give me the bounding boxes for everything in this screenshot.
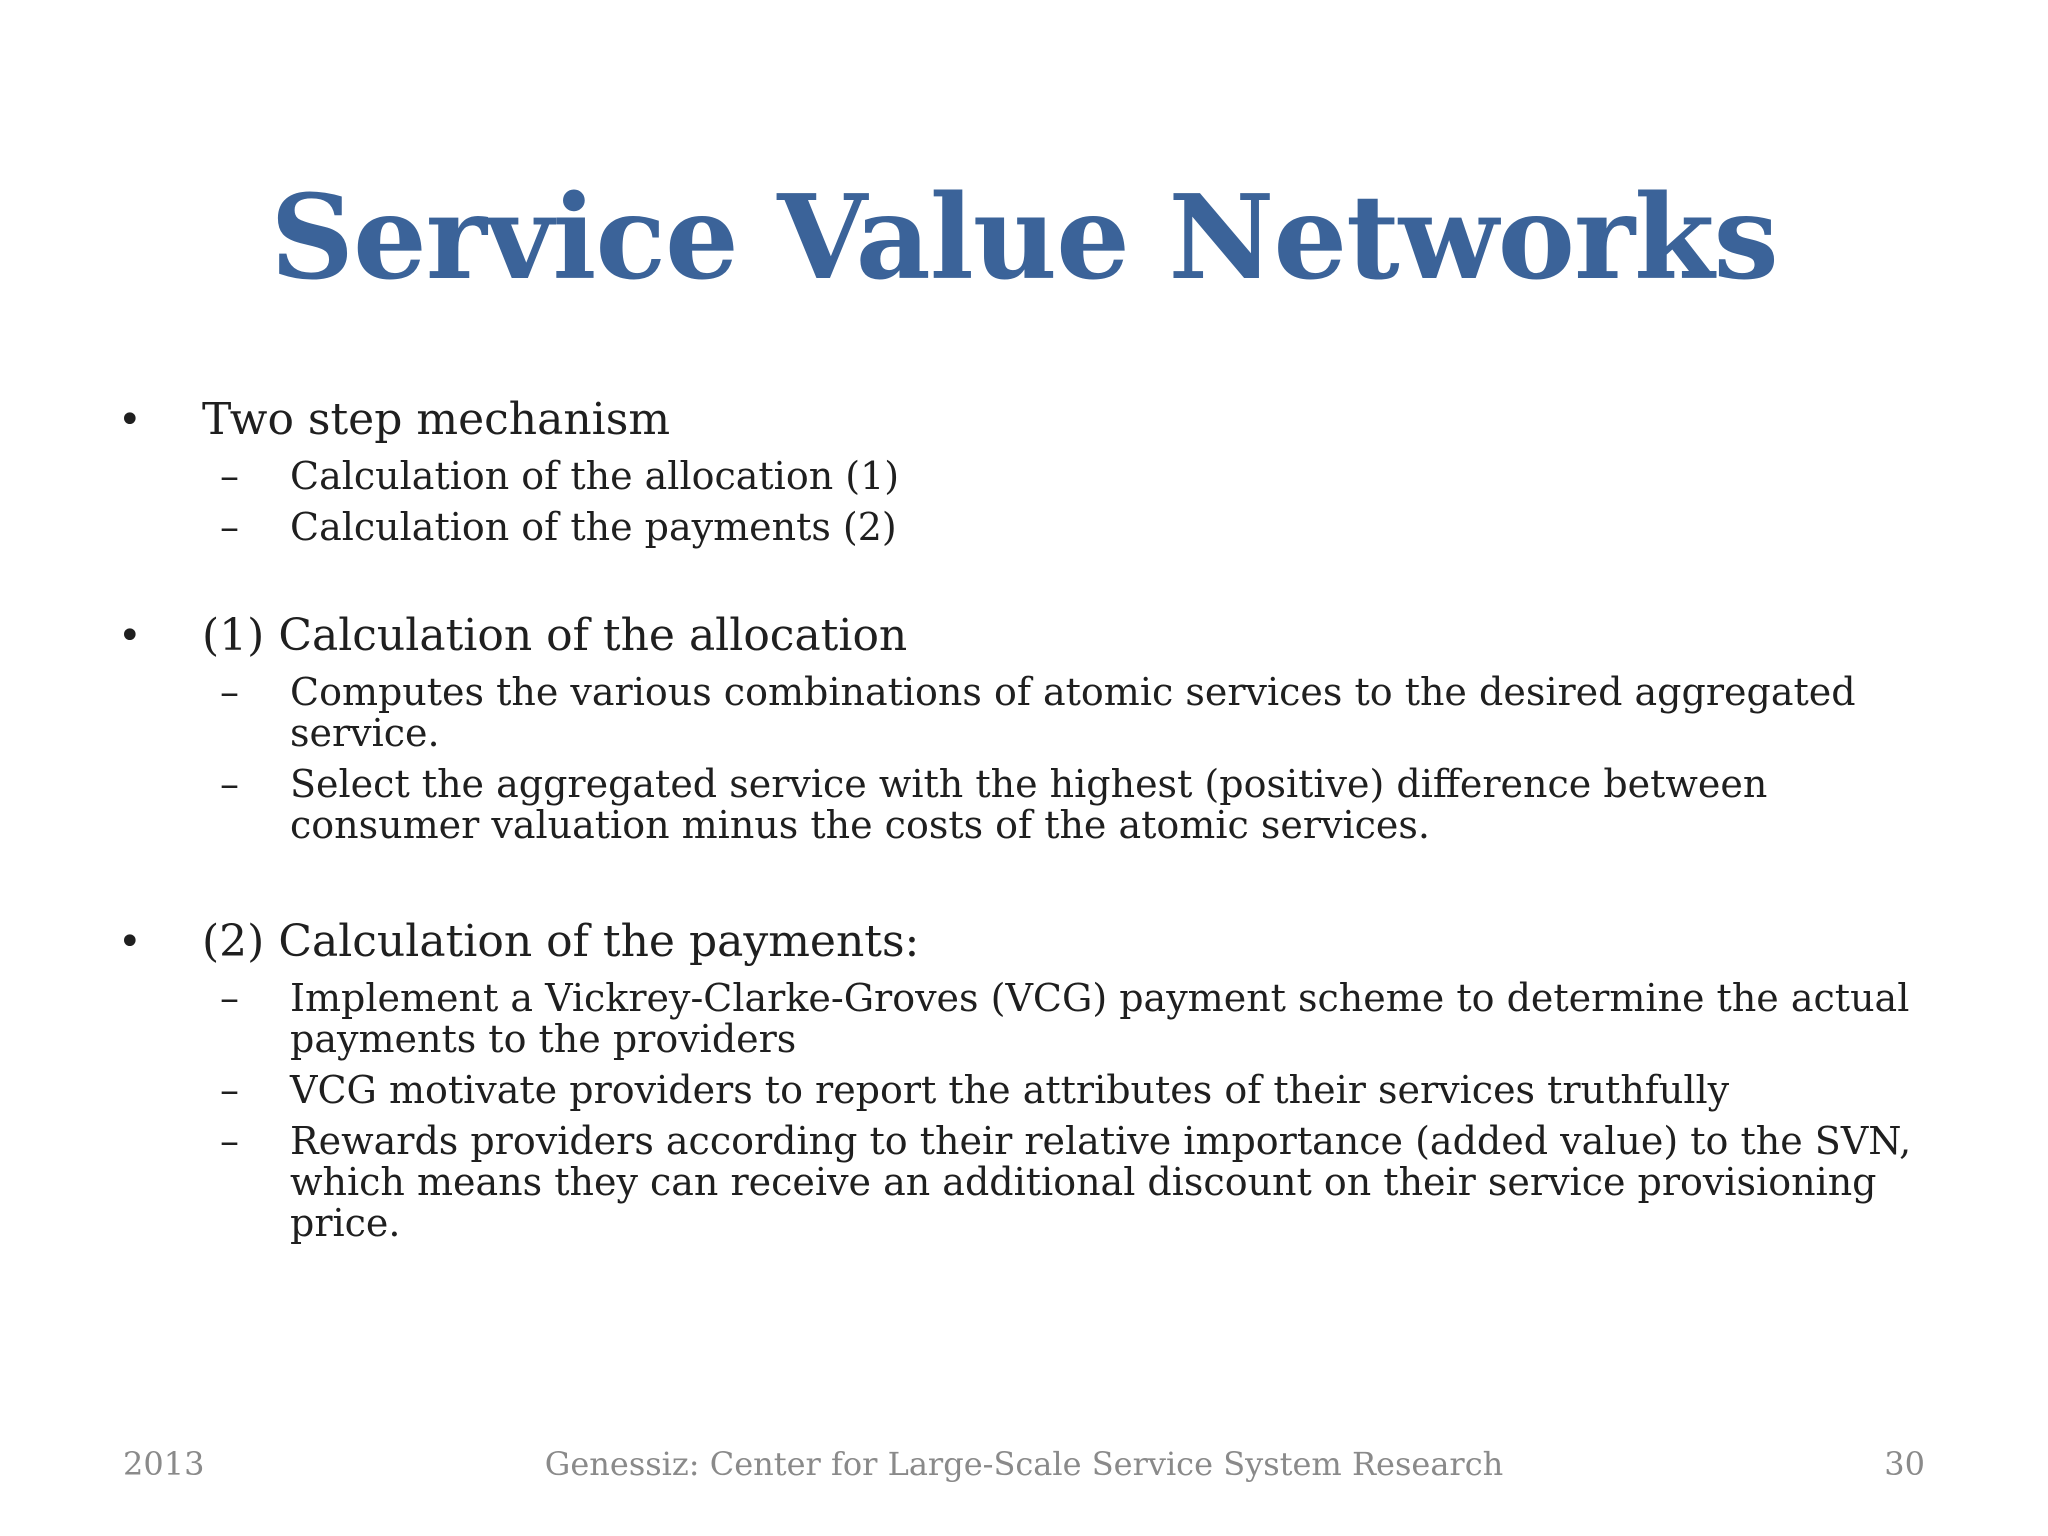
slide-content (118, 390, 1958, 1244)
sub-bullet-list (118, 978, 1958, 1244)
sub-bullet-item (118, 1070, 1958, 1111)
sub-bullet-item (118, 1121, 1958, 1244)
bullet-text: (1) Calculation of the allocation (202, 610, 908, 661)
slide-title: Service Value Networks (270, 170, 1778, 306)
dash-icon: – (220, 1119, 239, 1163)
bullet-item (118, 912, 1958, 1244)
bullet-item (118, 606, 1958, 846)
sub-bullet-text: Rewards providers according to their relative importance (added value) to the SVN, which means they can receive an additional discount on their service provisioning price. (290, 1119, 1912, 1245)
sub-bullet-item (118, 978, 1958, 1060)
footer-year: 2013 (123, 1445, 205, 1483)
sub-bullet-list (118, 456, 1958, 548)
dash-icon: – (220, 976, 239, 1020)
sub-bullet-item (118, 507, 1958, 548)
sub-bullet-item (118, 672, 1958, 754)
bullet-dot-icon: • (118, 397, 142, 443)
sub-bullet-text: VCG motivate providers to report the attributes of their services truthfully (290, 1068, 1730, 1112)
sub-bullet-item (118, 764, 1958, 846)
bullet-dot-icon: • (118, 919, 142, 965)
dash-icon: – (220, 505, 239, 549)
dash-icon: – (220, 670, 239, 714)
bullet-item (118, 390, 1958, 548)
sub-bullet-list (118, 672, 1958, 846)
sub-bullet-text: Computes the various combinations of atomic services to the desired aggregated service. (290, 670, 1856, 755)
sub-bullet-text: Implement a Vickrey-Clarke-Groves (VCG) payment scheme to determine the actual payments to the providers (290, 976, 1910, 1061)
footer-organization: Genessiz: Center for Large-Scale Service System Research (544, 1445, 1504, 1483)
dash-icon: – (220, 762, 239, 806)
sub-bullet-text: Calculation of the allocation (1) (290, 454, 900, 498)
dash-icon: – (220, 454, 239, 498)
footer-page-number: 30 (1884, 1445, 1925, 1483)
dash-icon: – (220, 1068, 239, 1112)
bullet-text: (2) Calculation of the payments: (202, 916, 920, 967)
sub-bullet-text: Calculation of the payments (2) (290, 505, 897, 549)
sub-bullet-text: Select the aggregated service with the highest (positive) difference between consumer valuation minus the costs of the atomic services. (290, 762, 1768, 847)
bullet-text: Two step mechanism (202, 394, 671, 445)
sub-bullet-item (118, 456, 1958, 497)
bullet-dot-icon: • (118, 613, 142, 659)
